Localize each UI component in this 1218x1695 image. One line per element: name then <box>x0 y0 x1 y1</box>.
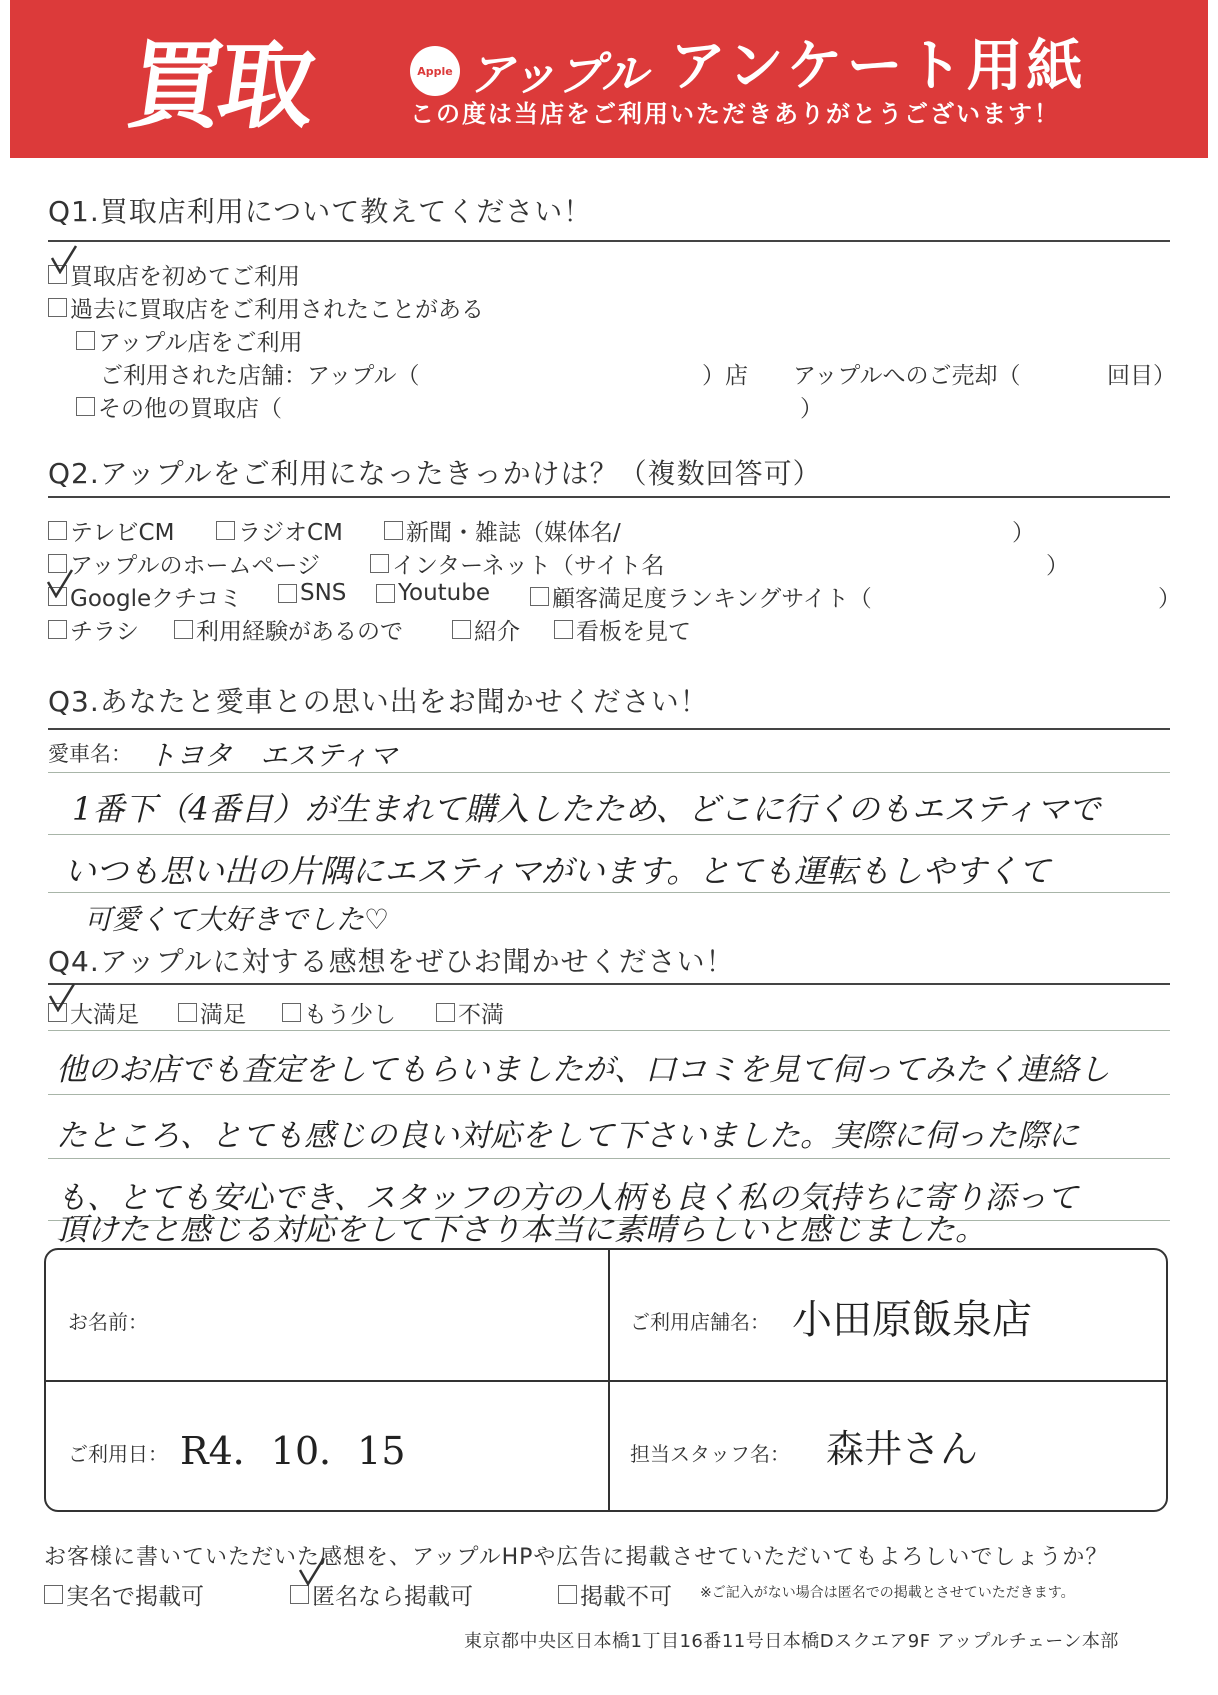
checkbox[interactable] <box>48 521 67 540</box>
q1-other-close: ） <box>800 396 823 422</box>
info-box <box>44 1248 1168 1512</box>
store-label: ご利用店舗名： <box>630 1310 770 1334</box>
q4-answer-line-3: も、とても安心でき、スタッフの方の人柄も良く私の気持ちに寄り添って <box>56 1180 1078 1216</box>
checkbox[interactable] <box>282 1003 301 1022</box>
q2-ranking-close: ） <box>1158 586 1181 612</box>
checkbox[interactable] <box>384 521 403 540</box>
publish-anonymous-option[interactable]: 匿名なら掲載可 <box>290 1578 473 1611</box>
checkbox[interactable] <box>376 584 395 603</box>
name-label: お名前： <box>68 1310 148 1334</box>
store-value[interactable]: 小田原飯泉店 <box>792 1297 1032 1343</box>
q4-answer-line-4: 頂けたと感じる対応をして下さり本当に素晴らしいと感じました。 <box>56 1212 986 1248</box>
checkbox[interactable] <box>530 587 549 606</box>
q1-store-suffix: ）店 <box>702 363 748 389</box>
checkmark-icon <box>48 982 76 1012</box>
q3-car-name: トヨタ エスティマ <box>148 739 398 772</box>
q3-answer-line-1: 1番下（4番目）が生まれて購入したため、どこに行くのもエスティマで <box>72 790 1101 828</box>
q4-title: Q4.アップルに対する感想をぜひお聞かせください！ <box>48 945 735 978</box>
checkbox[interactable] <box>174 620 193 639</box>
q4-option-very-satisfied[interactable]: 大満足 <box>48 996 139 1029</box>
checkbox[interactable] <box>452 620 471 639</box>
kaitori-logo: 買取 <box>121 30 317 142</box>
q2-internet-close: ） <box>1046 553 1069 579</box>
checkbox[interactable] <box>278 584 297 603</box>
q1-sell-count-suffix: 回目） <box>1107 363 1176 389</box>
q1-option-other-shop[interactable]: その他の買取店（ <box>76 390 282 423</box>
company-address: 東京都中央区日本橋1丁目16番11号日本橋Dスクエア9F アップルチェーン本部 <box>464 1631 1119 1652</box>
q2-newspaper-close: ） <box>1012 520 1035 546</box>
q4-answer-line-1: 他のお店でも査定をしてもらいましたが、口コミを見て伺ってみたく連絡し <box>56 1052 1110 1088</box>
ruled-line <box>48 1158 1170 1159</box>
checkmark-icon <box>298 1556 326 1586</box>
q3-answer-line-2: いつも思い出の片隅にエスティマがいます。とても運転もしやすくて <box>64 852 1051 890</box>
publication-note: ※ご記入がない場合は匿名での掲載とさせていただきます。 <box>700 1585 1075 1601</box>
checkbox[interactable] <box>76 397 95 416</box>
apple-logo-text: アップル <box>468 47 647 101</box>
q2-option-youtube[interactable]: Youtube <box>376 580 490 606</box>
staff-value[interactable]: 森井さん <box>826 1427 979 1471</box>
q4-answer-line-2: たところ、とても感じの良い対応をして下さいました。実際に伺った際に <box>56 1118 1079 1154</box>
info-box-divider-horizontal <box>46 1380 1166 1382</box>
q4-divider <box>48 983 1170 985</box>
q4-option-dissatisfied[interactable]: 不満 <box>436 996 504 1029</box>
ruled-line <box>48 772 1170 773</box>
checkbox[interactable] <box>48 620 67 639</box>
checkbox[interactable] <box>558 1585 577 1604</box>
q2-title: Q2.アップルをご利用になったきっかけは？（複数回答可） <box>48 457 822 490</box>
q1-sell-count-prefix: アップルへのご売却（ <box>793 363 1021 389</box>
q2-option-flyer[interactable]: チラシ <box>48 613 139 646</box>
header-banner <box>10 0 1208 158</box>
page-title: アンケート用紙 <box>670 34 1087 99</box>
q3-answer-line-3: 可愛くて大好きでした♡ <box>84 903 390 936</box>
apple-icon <box>410 46 460 96</box>
q2-option-tv-cm[interactable]: テレビCM <box>48 514 174 547</box>
ruled-line <box>48 1094 1170 1095</box>
checkmark-icon <box>50 244 78 274</box>
ruled-line <box>48 834 1170 835</box>
q2-option-referral[interactable]: 紹介 <box>452 613 520 646</box>
checkbox[interactable] <box>436 1003 455 1022</box>
publish-real-name-option[interactable]: 実名で掲載可 <box>44 1578 204 1611</box>
q4-option-satisfied[interactable]: 満足 <box>178 996 246 1029</box>
checkbox-checked[interactable] <box>290 1585 309 1604</box>
q1-title: Q1.買取店利用について教えてください！ <box>48 195 593 228</box>
q1-option-used-before[interactable]: 過去に買取店をご利用されたことがある <box>48 291 484 324</box>
q1-option-first-time[interactable]: 買取店を初めてご利用 <box>48 258 300 291</box>
q3-car-label: 愛車名： <box>48 742 132 766</box>
checkbox[interactable] <box>178 1003 197 1022</box>
q2-option-internet[interactable]: インターネット（サイト名 <box>370 547 664 580</box>
checkbox[interactable] <box>370 554 389 573</box>
q2-option-prior-experience[interactable]: 利用経験があるので <box>174 613 403 646</box>
date-value[interactable]: R4．10．15 <box>180 1429 406 1473</box>
checkbox[interactable] <box>44 1585 63 1604</box>
q2-option-signboard[interactable]: 看板を見て <box>554 613 691 646</box>
info-box-divider-vertical <box>608 1250 610 1510</box>
publication-question: お客様に書いていただいた感想を、アップルHPや広告に掲載させていただいてもよろしいでしょうか？ <box>44 1545 1109 1570</box>
page-subtitle: この度は当店をご利用いただきありがとうございます！ <box>410 100 1060 128</box>
q3-title: Q3.あなたと愛車との思い出をお聞かせください！ <box>48 685 709 718</box>
q2-option-apple-homepage[interactable]: アップルのホームページ <box>48 547 320 580</box>
date-label: ご利用日： <box>68 1442 168 1466</box>
q4-option-almost[interactable]: もう少し <box>282 996 396 1029</box>
q3-divider <box>48 728 1170 730</box>
apple-mark-text: Apple <box>417 64 453 78</box>
checkbox[interactable] <box>76 331 95 350</box>
q2-option-sns[interactable]: SNS <box>278 580 346 606</box>
q2-option-radio-cm[interactable]: ラジオCM <box>216 514 343 547</box>
q2-option-ranking-site[interactable]: 顧客満足度ランキングサイト（ <box>530 580 872 613</box>
publish-not-allowed-option[interactable]: 掲載不可 <box>558 1578 672 1611</box>
checkbox[interactable] <box>554 620 573 639</box>
q2-option-newspaper[interactable]: 新聞・雑誌（媒体名/ <box>384 514 621 547</box>
staff-label: 担当スタッフ名： <box>630 1442 790 1466</box>
q1-divider <box>48 240 1170 242</box>
checkbox[interactable] <box>216 521 235 540</box>
q2-divider <box>48 496 1170 498</box>
ruled-line <box>48 892 1170 893</box>
checkbox[interactable] <box>48 298 67 317</box>
checkmark-icon <box>46 568 74 598</box>
q1-store-prefix: ご利用された店舗：アップル（ <box>100 363 420 389</box>
q1-option-used-apple[interactable]: アップル店をご利用 <box>76 324 302 357</box>
ruled-line <box>48 1030 1170 1031</box>
q2-option-google-reviews[interactable]: Googleクチコミ <box>48 580 242 613</box>
